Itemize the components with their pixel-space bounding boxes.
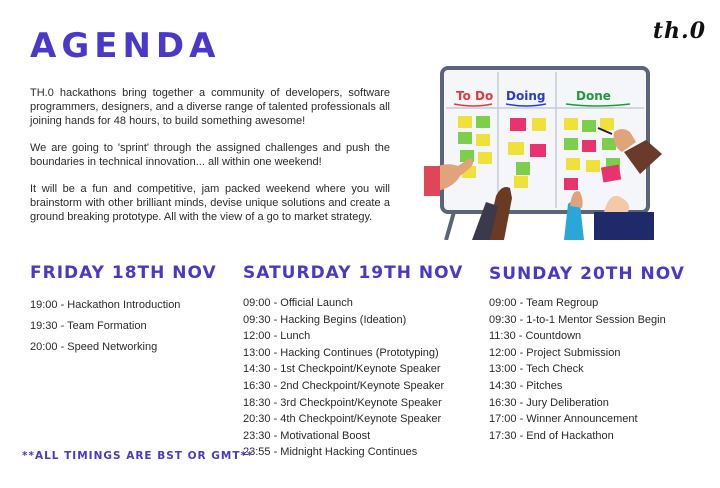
sticky-note xyxy=(514,176,528,188)
schedule-item: 16:30 - Jury Deliberation xyxy=(489,396,609,409)
sticky-note xyxy=(476,134,490,146)
timezone-footnote: **ALL TIMINGS ARE BST OR GMT** xyxy=(22,450,254,462)
page-title: AGENDA xyxy=(30,26,221,66)
kanban-board-illustration xyxy=(424,62,662,240)
sticky-note xyxy=(582,120,596,132)
schedule-item: 19:30 - Team Formation xyxy=(30,320,147,332)
schedule-item: 12:00 - Project Submission xyxy=(489,346,621,359)
sticky-note xyxy=(564,118,578,130)
sticky-note xyxy=(508,142,524,155)
friday-schedule xyxy=(30,297,180,360)
schedule-item: 23:30 - Motivational Boost xyxy=(243,429,371,442)
sticky-note xyxy=(601,165,621,183)
sticky-note xyxy=(600,118,614,130)
friday-heading: FRIDAY 18TH NOV xyxy=(30,263,217,283)
schedule-item: 19:00 - Hackathon Introduction xyxy=(30,299,181,311)
schedule-item: 09:00 - Team Regroup xyxy=(489,297,599,309)
schedule-item: 23:55 - Midnight Hacking Continues xyxy=(243,446,418,459)
intro-text xyxy=(30,86,390,237)
sticky-note xyxy=(458,132,472,144)
th0-logo: th.0 xyxy=(652,18,706,44)
schedule-item: 09:30 - Hacking Begins (Ideation) xyxy=(243,313,407,326)
sticky-note xyxy=(510,118,526,131)
schedule-item: 17:00 - Winner Announcement xyxy=(489,413,638,426)
sticky-note xyxy=(530,144,546,157)
schedule-item: 17:30 - End of Hackathon xyxy=(489,429,614,442)
sticky-note xyxy=(516,162,530,175)
saturday-heading: SATURDAY 19TH NOV xyxy=(243,263,464,283)
sunday-heading: SUNDAY 20TH NOV xyxy=(489,264,685,284)
sticky-note xyxy=(564,138,578,150)
sticky-note xyxy=(586,160,600,172)
schedule-item: 13:00 - Hacking Continues (Prototyping) xyxy=(243,346,439,359)
saturday-schedule xyxy=(243,295,444,461)
schedule-item: 20:30 - 4th Checkpoint/Keynote Speaker xyxy=(243,413,442,426)
sleeve-left xyxy=(424,166,440,196)
schedule-item: 14:30 - Pitches xyxy=(489,379,563,392)
sticky-note xyxy=(566,158,580,170)
sticky-note xyxy=(476,116,490,128)
board-label-todo: To Do xyxy=(456,89,494,103)
schedule-item: 13:00 - Tech Check xyxy=(489,363,584,376)
schedule-item: 16:30 - 2nd Checkpoint/Keynote Speaker xyxy=(243,379,445,392)
schedule-item: 11:30 - Countdown xyxy=(489,330,582,343)
sticky-note xyxy=(478,152,492,164)
intro-paragraph: It will be a fun and competitive, jam packed weekend where you will brainstorm with other brilliant minds, devise unique solutions and create a ground breaking prototype. All with the view of a go to market strategy. xyxy=(30,183,390,223)
intro-paragraph: We are going to 'sprint' through the assigned challenges and push the boundaries in technical innovation... all within one weekend! xyxy=(30,142,390,168)
board-label-doing: Doing xyxy=(506,89,546,103)
sticky-note xyxy=(532,118,546,131)
sticky-note xyxy=(458,116,472,128)
board-leg xyxy=(446,212,454,240)
intro-paragraph: TH.0 hackathons bring together a community of developers, software programmers, designers, and a diverse range of talented professionals all joining hands for 48 hours, to build something awesome! xyxy=(30,87,390,127)
schedule-item: 09:30 - 1-to-1 Mentor Session Begin xyxy=(489,313,666,326)
sticky-note xyxy=(582,140,596,152)
schedule-item: 20:00 - Speed Networking xyxy=(30,341,158,353)
sunday-schedule xyxy=(489,295,666,444)
schedule-item: 09:00 - Official Launch xyxy=(243,297,353,309)
schedule-item: 18:30 - 3rd Checkpoint/Keynote Speaker xyxy=(243,396,442,409)
schedule-item: 14:30 - 1st Checkpoint/Keynote Speaker xyxy=(243,363,441,376)
sticky-note xyxy=(564,178,578,190)
sleeve-bottom-right xyxy=(594,212,654,240)
board-label-done: Done xyxy=(576,89,611,103)
schedule-item: 12:00 - Lunch xyxy=(243,330,311,343)
